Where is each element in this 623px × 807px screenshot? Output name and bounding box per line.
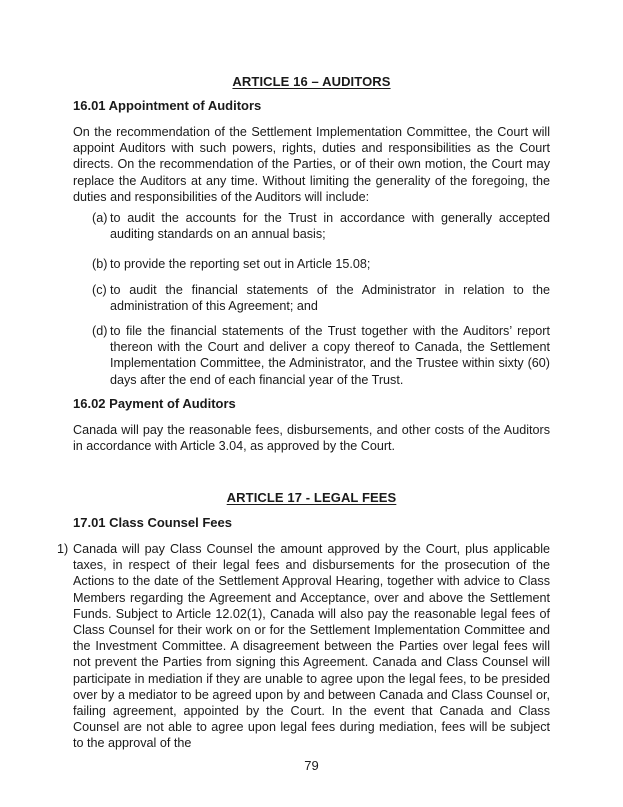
list-item-b <box>92 256 550 272</box>
list-marker: (c) <box>92 283 107 297</box>
list-item-text: to audit the financial statements of the Administrator in relation to the administration of this Agreement; and <box>110 283 550 314</box>
list-item-text: to audit the accounts for the Trust in accordance with generally accepted auditing standards on an annual basis; <box>110 211 550 242</box>
article-16-title: ARTICLE 16 – AUDITORS <box>232 74 391 89</box>
list-item-text: to file the financial statements of the Trust together with the Auditors’ report thereon with the Court and deliver a copy thereof to Canada, the Settlement Implementation Committee, the Administrator, and the Trustee within sixty (60) days after the end of each financial year of the Trust. <box>110 324 550 387</box>
list-item-a <box>92 210 550 242</box>
list-item-c <box>92 282 550 314</box>
list-item-text: Canada will pay Class Counsel the amount approved by the Court, plus applicable taxes, in respect of their legal fees and disbursements for the prosecution of the Actions to the date of the Settlement Approval Hearing, together with advice to Class Members regarding the Agreement and Acceptance, over and above the Settlement Funds. Subject to Article 12.02(1), Canada will also pay the reasonable legal fees of Class Counsel for their work on or for the Settlement Implementation Committee and the Investment Committee. A disagreement between the Parties over legal fees will not prevent the Parties from signing this Agreement. Canada and Class Counsel will participate in mediation if they are unable to agree upon the legal fees, to be presided over by a mediator to be agreed upon by and between Canada and Class Counsel or, failing agreement, appointed by the Court. In the event that Canada and Class Counsel are not able to agree upon legal fees during mediation, fees will be subject to the approval of the <box>73 542 550 751</box>
section-16-01-heading: 16.01 Appointment of Auditors <box>73 98 262 113</box>
list-marker: 1) <box>57 542 69 556</box>
section-16-02-heading: 16.02 Payment of Auditors <box>73 396 236 411</box>
list-marker: (d) <box>92 324 108 338</box>
section-17-01-heading: 17.01 Class Counsel Fees <box>73 515 232 530</box>
section-16-01-intro: On the recommendation of the Settlement Implementation Committee, the Court will appoint Auditors with such powers, rights, duties and responsibilities as the Court directs. On the recommendation of the Parties, or of their own motion, the Court may replace the Auditors at any time. Without limiting the generality of the foregoing, the duties and responsibilities of the Auditors will include: <box>73 125 550 204</box>
section-16-02-text: Canada will pay the reasonable fees, disbursements, and other costs of the Auditors in accordance with Article 3.04, as approved by the Court. <box>73 423 550 454</box>
numbered-item-1 <box>57 541 550 752</box>
list-marker: (a) <box>92 211 108 225</box>
list-item-d <box>92 323 550 388</box>
list-item-text: to provide the reporting set out in Article 15.08; <box>110 257 371 271</box>
article-17-title: ARTICLE 17 - LEGAL FEES <box>226 490 397 505</box>
list-marker: (b) <box>92 257 108 271</box>
page-number: 79 <box>304 758 319 773</box>
